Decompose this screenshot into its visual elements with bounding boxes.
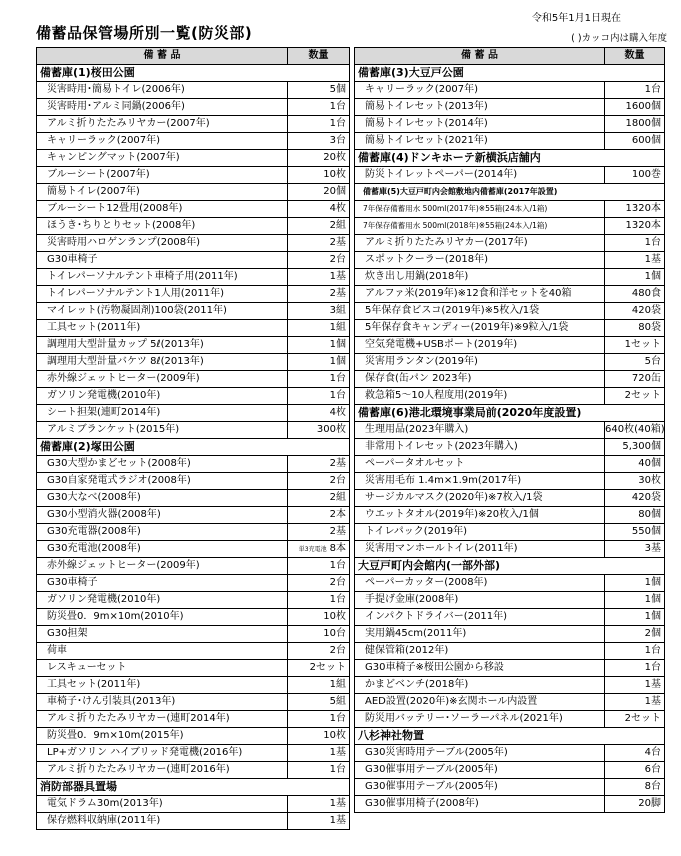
item-name: アルミ折りたたみリヤカー(2007年): [37, 116, 288, 132]
item-qty: 3基: [605, 541, 665, 557]
table-row: [355, 82, 665, 99]
item-qty: 5,300個: [605, 439, 665, 455]
column-header-qty: 数量: [288, 48, 350, 64]
qty-note: 単3充電池: [298, 546, 327, 553]
item-name: ガソリン発電機(2010年): [37, 592, 288, 608]
item-name: トイレパック(2019年): [355, 524, 605, 540]
item-qty: 1個: [288, 337, 350, 353]
item-qty: 2基: [288, 235, 350, 251]
item-qty: 10枚: [288, 609, 350, 625]
left-inventory-table: [36, 47, 350, 830]
item-name: 生理用品(2023年購入): [355, 422, 605, 438]
item-qty: 5個: [288, 82, 350, 98]
item-name: かまどベンチ(2018年): [355, 677, 605, 693]
item-name: 電気ドラム30m(2013年): [37, 796, 288, 812]
table-row: [37, 592, 350, 609]
item-name: 災害時用･簡易トイレ(2006年): [37, 82, 288, 98]
item-qty: 550個: [605, 524, 665, 540]
item-qty: 1基: [605, 252, 665, 268]
table-row: [355, 694, 665, 711]
table-row: [37, 609, 350, 626]
item-qty: 1個: [605, 269, 665, 285]
section-header: [355, 65, 665, 82]
item-qty: 10枚: [288, 728, 350, 744]
item-qty: 600個: [605, 133, 665, 149]
table-row: [355, 626, 665, 643]
item-name: 災害時用･アルミ同鍋(2006年): [37, 99, 288, 115]
section-qty-cell: [605, 65, 665, 81]
table-row: [355, 371, 665, 388]
item-qty: 6台: [605, 762, 665, 778]
table-row: [355, 490, 665, 507]
item-name: トイレパーソナルテント1人用(2011年): [37, 286, 288, 302]
item-qty: 2セット: [605, 388, 665, 404]
item-qty: 5組: [288, 694, 350, 710]
section-header: [355, 184, 665, 201]
section-title: 備蓄庫(1)桜田公園: [40, 66, 135, 79]
table-row: [37, 354, 350, 371]
item-qty: 1組: [288, 320, 350, 336]
table-row: [355, 320, 665, 337]
item-name: 非常用トイレセット(2023年購入): [355, 439, 605, 455]
item-name: 災害用マンホールトイレ(2011年): [355, 541, 605, 557]
item-qty: 1800個: [605, 116, 665, 132]
table-row: [355, 796, 665, 813]
table-row: [37, 184, 350, 201]
section-header: [355, 150, 665, 167]
table-row: [37, 541, 350, 558]
table-row: [37, 286, 350, 303]
item-qty: 480食: [605, 286, 665, 302]
item-name: キャリーラック(2007年): [355, 82, 605, 98]
page-title: 備蓄品保管場所別一覧(防災部): [36, 24, 253, 42]
item-qty: 1台: [288, 99, 350, 115]
table-row: [37, 201, 350, 218]
table-row: [37, 337, 350, 354]
section-qty-cell: [605, 184, 665, 200]
table-row: [37, 269, 350, 286]
item-name: アルミ折りたたみリヤカー(連町2016年): [37, 762, 288, 778]
table-row: [37, 456, 350, 473]
item-name: ブルーシート(2007年): [37, 167, 288, 183]
item-qty: 4枚: [288, 405, 350, 421]
item-qty: 20脚: [605, 796, 665, 812]
right-inventory-table: [354, 47, 665, 813]
section-title: 備蓄庫(6)港北環境事業局前(2020年度設置): [358, 406, 582, 419]
item-qty: 1600個: [605, 99, 665, 115]
section-title: 備蓄庫(4)ドンキホーテ新横浜店舗内: [358, 151, 541, 164]
table-row: [37, 388, 350, 405]
item-name: 工具セット(2011年): [37, 677, 288, 693]
item-qty: 1台: [605, 643, 665, 659]
item-name: G30催事用テーブル(2005年): [355, 762, 605, 778]
table-row: [37, 99, 350, 116]
section-title: 八杉神社物置: [358, 729, 424, 742]
item-name: 炊き出し用鍋(2018年): [355, 269, 605, 285]
section-header: [37, 65, 350, 82]
item-name: ウエットタオル(2019年)※20枚入/1個: [355, 507, 605, 523]
table-row: [355, 592, 665, 609]
item-name: レスキューセット: [37, 660, 288, 676]
item-name: インパクトドライバー(2011年): [355, 609, 605, 625]
table-row: [37, 320, 350, 337]
section-title: 消防部器具置場: [40, 780, 117, 793]
column-header-item: 備 蓄 品: [355, 48, 605, 64]
item-name: 7年保存備蓄用水 500ml(2017年)※55箱(24本入/1箱): [355, 201, 605, 217]
item-qty: 4枚: [288, 201, 350, 217]
table-row: [37, 490, 350, 507]
table-row: [37, 558, 350, 575]
item-qty: 1個: [605, 575, 665, 591]
table-row: [355, 286, 665, 303]
item-name: ペーパータオルセット: [355, 456, 605, 472]
item-name: G30担架: [37, 626, 288, 642]
item-qty: 1320本: [605, 201, 665, 217]
item-name: 赤外線ジェットヒーター(2009年): [37, 371, 288, 387]
item-name: 防災畳0．9m×10m(2015年): [37, 728, 288, 744]
table-row: [37, 643, 350, 660]
item-name: LP+ガソリン ハイブリッド発電機(2016年): [37, 745, 288, 761]
item-qty: 2組: [288, 490, 350, 506]
table-row: [355, 116, 665, 133]
table-row: [37, 371, 350, 388]
table-row: [37, 575, 350, 592]
item-qty: 10台: [288, 626, 350, 642]
item-name: ガソリン発電機(2010年): [37, 388, 288, 404]
table-row: [37, 694, 350, 711]
item-name: ペーパーカッター(2008年): [355, 575, 605, 591]
table-row: [37, 422, 350, 439]
item-name: 簡易トイレセット(2021年): [355, 133, 605, 149]
table-row: [37, 252, 350, 269]
section-qty-cell: [605, 405, 665, 421]
section-qty-cell: [605, 728, 665, 744]
table-row: [355, 745, 665, 762]
table-row: [37, 167, 350, 184]
table-row: [355, 218, 665, 235]
item-name: トイレパーソナルテント車椅子用(2011年): [37, 269, 288, 285]
item-qty: 1個: [605, 592, 665, 608]
item-qty: 2基: [288, 286, 350, 302]
table-row: [37, 796, 350, 813]
item-qty: 1台: [605, 82, 665, 98]
table-row: [355, 524, 665, 541]
section-qty-cell: [288, 439, 350, 455]
item-qty: 1基: [605, 677, 665, 693]
item-qty: 2台: [288, 575, 350, 591]
table-row: [37, 507, 350, 524]
item-name: キャリーラック(2007年): [37, 133, 288, 149]
table-row: [355, 439, 665, 456]
item-name: G30充電池(2008年): [37, 541, 288, 557]
item-qty: 300枚: [288, 422, 350, 438]
item-qty: 3台: [288, 133, 350, 149]
item-qty: 1個: [605, 609, 665, 625]
table-row: [355, 303, 665, 320]
item-name: ブルーシート12畳用(2008年): [37, 201, 288, 217]
purchase-year-note: ( )カッコ内は購入年度: [571, 33, 667, 44]
table-row: [355, 643, 665, 660]
item-qty: 720缶: [605, 371, 665, 387]
item-name: G30小型消火器(2008年): [37, 507, 288, 523]
item-qty: 1320本: [605, 218, 665, 234]
item-name: 実用鍋45cm(2011年): [355, 626, 605, 642]
item-qty: 2台: [288, 473, 350, 489]
item-name: 調理用大型計量バケツ 8ℓ(2013年): [37, 354, 288, 370]
section-header: [355, 728, 665, 745]
item-qty: 640枚(40箱): [605, 422, 665, 438]
table-row: [37, 660, 350, 677]
item-qty: 1セット: [605, 337, 665, 353]
item-qty: 40個: [605, 456, 665, 472]
table-header: [355, 48, 665, 65]
item-name: 簡易トイレセット(2014年): [355, 116, 605, 132]
table-row: [355, 762, 665, 779]
table-row: [37, 728, 350, 745]
table-row: [37, 745, 350, 762]
table-row: [37, 677, 350, 694]
table-row: [355, 507, 665, 524]
table-row: [355, 269, 665, 286]
table-row: [37, 82, 350, 99]
item-name: 救急箱5～10人程度用(2019年): [355, 388, 605, 404]
item-name: 防災畳0．9m×10m(2010年): [37, 609, 288, 625]
item-qty: 8台: [605, 779, 665, 795]
item-name: マイレット(汚物凝固剤)100袋(2011年): [37, 303, 288, 319]
item-name: 工具セット(2011年): [37, 320, 288, 336]
section-title: 備蓄庫(2)塚田公園: [40, 440, 135, 453]
table-row: [355, 337, 665, 354]
item-name: 5年保存食ビスコ(2019年)※5枚入/1袋: [355, 303, 605, 319]
item-qty: 30枚: [605, 473, 665, 489]
item-qty: 20個: [288, 184, 350, 200]
item-name: 防災用バッテリー･ソーラーパネル(2021年): [355, 711, 605, 727]
table-row: [355, 711, 665, 728]
item-name: アルミ折りたたみリヤカー(連町2014年): [37, 711, 288, 727]
item-qty: 1基: [288, 745, 350, 761]
column-header-item: 備 蓄 品: [37, 48, 288, 64]
item-qty: 1台: [288, 558, 350, 574]
table-row: [355, 456, 665, 473]
item-name: 災害時用ハロゲンランプ(2008年): [37, 235, 288, 251]
section-title: 備蓄庫(5)大豆戸町内会館敷地内備蓄庫(2017年設置): [363, 187, 558, 196]
item-name: G30催事用椅子(2008年): [355, 796, 605, 812]
table-row: [355, 252, 665, 269]
item-name: 空気発電機+USBポート(2019年): [355, 337, 605, 353]
item-name: G30自家発電式ラジオ(2008年): [37, 473, 288, 489]
table-row: [37, 116, 350, 133]
item-name: 手提げ金庫(2008年): [355, 592, 605, 608]
qty-value: 8本: [329, 543, 346, 554]
item-qty: 2台: [288, 643, 350, 659]
table-row: [37, 235, 350, 252]
section-header: [355, 405, 665, 422]
table-row: [355, 167, 665, 184]
section-qty-cell: [605, 558, 665, 574]
item-name: 災害用毛布 1.4m×1.9m(2017年): [355, 473, 605, 489]
item-qty: 1台: [288, 388, 350, 404]
table-row: [37, 405, 350, 422]
table-header: [37, 48, 350, 65]
item-qty: 1台: [288, 592, 350, 608]
table-row: [37, 150, 350, 167]
item-name: 簡易トイレ(2007年): [37, 184, 288, 200]
section-qty-cell: [288, 779, 350, 795]
item-name: G30車椅子: [37, 575, 288, 591]
item-name: 5年保存食キャンディー(2019年)※9粒入/1袋: [355, 320, 605, 336]
table-row: [355, 422, 665, 439]
section-qty-cell: [605, 150, 665, 166]
as-of-date: 令和5年1月1日現在: [531, 13, 621, 24]
section-qty-cell: [288, 65, 350, 81]
item-qty: 10枚: [288, 167, 350, 183]
item-qty: 5台: [605, 354, 665, 370]
item-qty: 2基: [288, 456, 350, 472]
item-qty: 1基: [288, 796, 350, 812]
item-qty: 1個: [288, 354, 350, 370]
item-name: G30車椅子※桜田公園から移設: [355, 660, 605, 676]
item-name: キャンピングマット(2007年): [37, 150, 288, 166]
table-row: [355, 201, 665, 218]
item-qty: 1基: [605, 694, 665, 710]
item-qty: 1台: [288, 116, 350, 132]
item-name: 調理用大型計量カップ 5ℓ(2013年): [37, 337, 288, 353]
item-qty: 1台: [288, 711, 350, 727]
item-name: アルミ折りたたみリヤカー(2017年): [355, 235, 605, 251]
column-header-qty: 数量: [605, 48, 665, 64]
item-name: 保存燃料収納庫(2011年): [37, 813, 288, 829]
item-qty: 100巻: [605, 167, 665, 183]
item-name: 7年保存備蓄用水 500ml(2018年)※55箱(24本入/1箱): [355, 218, 605, 234]
item-name: 荷車: [37, 643, 288, 659]
table-row: [37, 473, 350, 490]
section-header: [37, 779, 350, 796]
item-name: 健保管箱(2012年): [355, 643, 605, 659]
item-qty: 1基: [288, 813, 350, 829]
table-row: [355, 541, 665, 558]
table-row: [355, 473, 665, 490]
item-name: G30大なべ(2008年): [37, 490, 288, 506]
table-row: [355, 677, 665, 694]
section-header: [355, 558, 665, 575]
item-name: サージカルマスク(2020年)※7枚入/1袋: [355, 490, 605, 506]
item-qty: 2本: [288, 507, 350, 523]
item-qty: 80個: [605, 507, 665, 523]
table-row: [355, 133, 665, 150]
item-name: G30大型かまどセット(2008年): [37, 456, 288, 472]
item-qty: 20枚: [288, 150, 350, 166]
item-name: AED設置(2020年)※玄関ホール内設置: [355, 694, 605, 710]
item-name: アルミブランケット(2015年): [37, 422, 288, 438]
table-row: [37, 762, 350, 779]
item-name: G30車椅子: [37, 252, 288, 268]
item-name: シート担架(連町2014年): [37, 405, 288, 421]
item-qty: 2個: [605, 626, 665, 642]
item-name: G30充電器(2008年): [37, 524, 288, 540]
item-name: 車椅子･けん引装具(2013年): [37, 694, 288, 710]
item-qty: 3組: [288, 303, 350, 319]
item-name: 災害用ランタン(2019年): [355, 354, 605, 370]
item-name: 赤外線ジェットヒーター(2009年): [37, 558, 288, 574]
table-row: [37, 218, 350, 235]
item-name: G30災害時用テーブル(2005年): [355, 745, 605, 761]
table-row: [355, 779, 665, 796]
table-row: [355, 660, 665, 677]
table-row: [37, 524, 350, 541]
item-name: 防災トイレットペーパー(2014年): [355, 167, 605, 183]
table-row: [37, 711, 350, 728]
item-qty: 420袋: [605, 303, 665, 319]
table-row: [355, 575, 665, 592]
item-name: G30催事用テーブル(2005年): [355, 779, 605, 795]
item-name: アルファ米(2019年)※12食和洋セットを40箱: [355, 286, 605, 302]
table-row: [355, 388, 665, 405]
section-title: 大豆戸町内会館内(一部外部): [358, 559, 501, 572]
item-qty: 80袋: [605, 320, 665, 336]
item-qty: 1台: [288, 371, 350, 387]
item-qty: 2セット: [605, 711, 665, 727]
table-row: [355, 235, 665, 252]
item-qty: 2セット: [288, 660, 350, 676]
section-title: 備蓄庫(3)大豆戸公園: [358, 66, 464, 79]
table-row: [355, 99, 665, 116]
section-header: [37, 439, 350, 456]
item-qty: 1台: [288, 762, 350, 778]
table-row: [355, 609, 665, 626]
item-qty: [288, 541, 350, 557]
table-row: [37, 303, 350, 320]
item-name: ほうき･ちりとりセット(2008年): [37, 218, 288, 234]
item-qty: 420袋: [605, 490, 665, 506]
item-name: スポットクーラー(2018年): [355, 252, 605, 268]
item-qty: 2基: [288, 524, 350, 540]
item-qty: 1基: [288, 269, 350, 285]
table-row: [37, 813, 350, 830]
table-row: [37, 133, 350, 150]
item-qty: 1台: [605, 660, 665, 676]
item-name: 保存食(缶パン 2023年): [355, 371, 605, 387]
item-name: 簡易トイレセット(2013年): [355, 99, 605, 115]
table-row: [37, 626, 350, 643]
item-qty: 2台: [288, 252, 350, 268]
item-qty: 1組: [288, 677, 350, 693]
table-row: [355, 354, 665, 371]
item-qty: 4台: [605, 745, 665, 761]
item-qty: 1台: [605, 235, 665, 251]
item-qty: 2組: [288, 218, 350, 234]
